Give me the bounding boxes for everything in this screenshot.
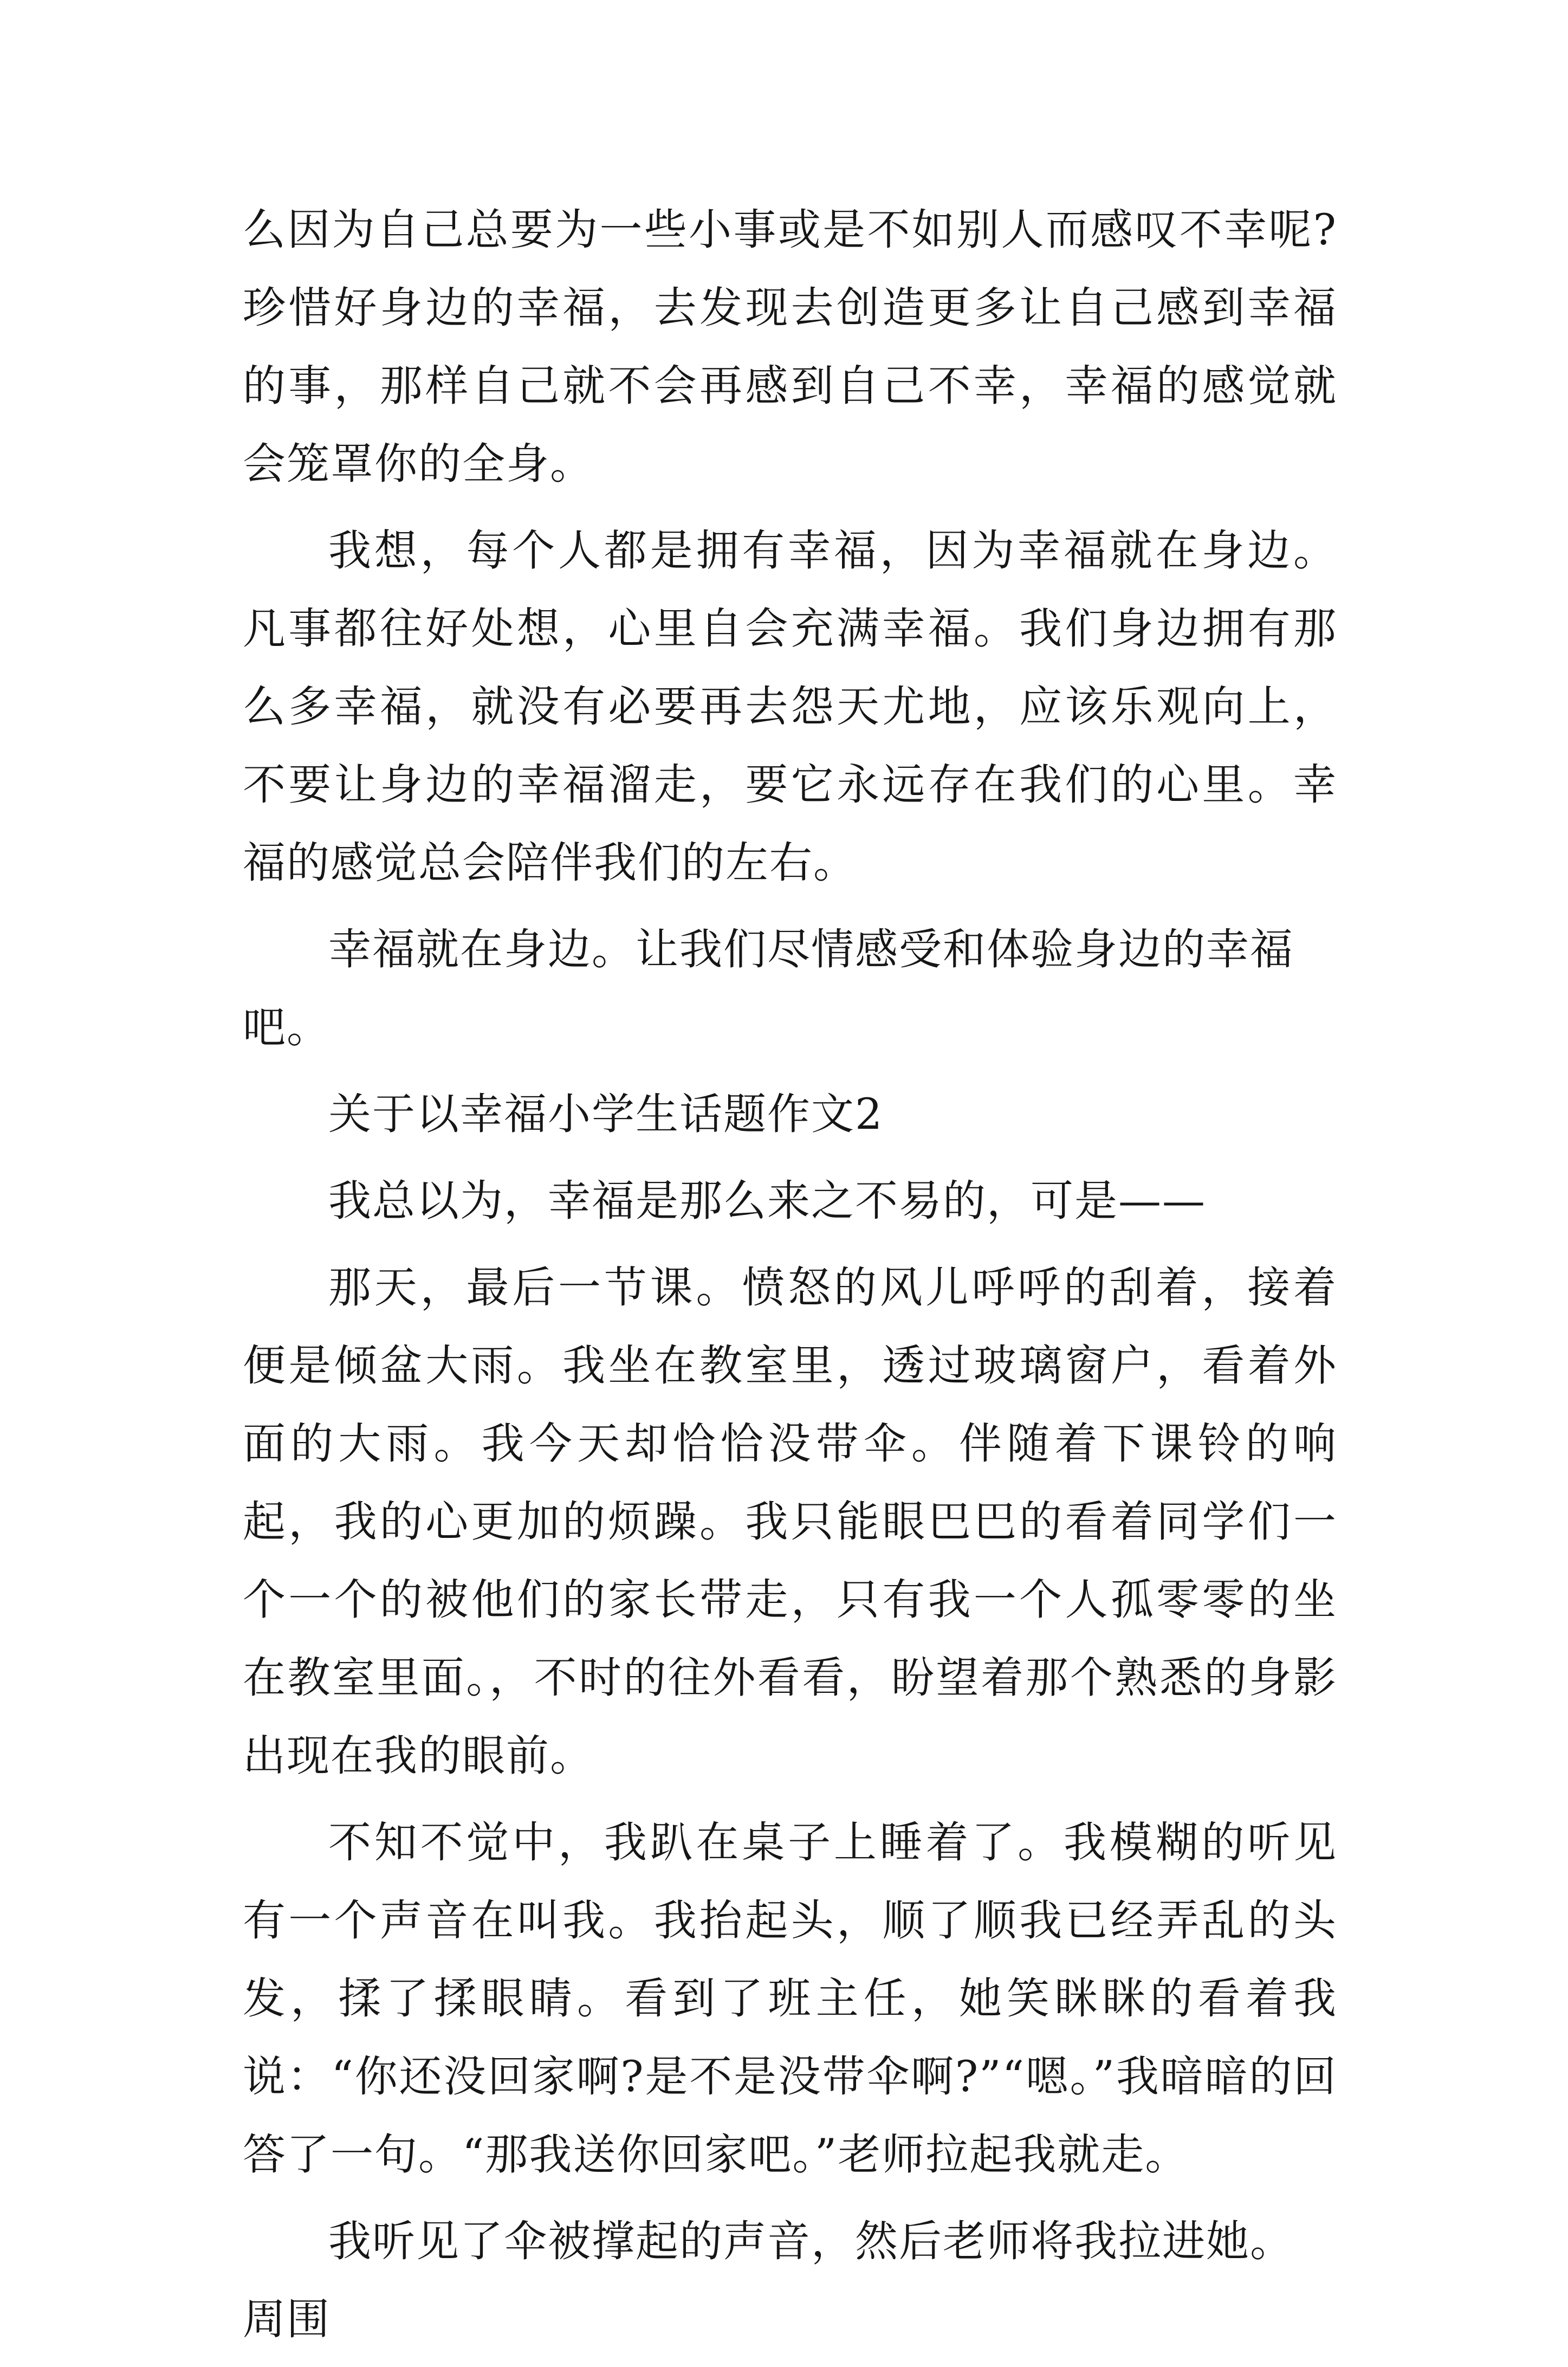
paragraph: 那天，最后一节课。愤怒的风儿呼呼的刮着，接着便是倾盆大雨。我坐在教室里，透过玻璃窗户，看着外面的大雨。我今天却恰恰没带伞。伴随着下课铃的响起，我的心更加的烦躁。我只能眼巴巴的看着同学们一个一个的被他们的家长带走，只有我一个人孤零零的坐在教室里面。，不时的往外看看，盼望着那个熟悉的身影出现在我的眼前。: [243, 1263, 1337, 1781]
paragraph: 我听见了伞被撑起的声音，然后老师将我拉进她。周围: [243, 2216, 1294, 2344]
paragraph: 我总以为，幸福是那么来之不易的，可是——: [328, 1176, 1206, 1226]
document-body: [243, 191, 1337, 2367]
paragraph: 我想，每个人都是拥有幸福，因为幸福就在身边。凡事都往好处想，心里自会充满幸福。我们身边拥有那么多幸福，就没有必要再去怨天尤地，应该乐观向上，不要让身边的幸福溜走，要它永远存在我们的心里。幸福的感觉总会陪伴我们的左右。: [243, 526, 1337, 888]
paragraph: 不知不觉中，我趴在桌子上睡着了。我模糊的听见有一个声音在叫我。我抬起头，顺了顺我已经弄乱的头发，揉了揉眼睛。看到了班主任，她笑眯眯的看着我说：“你还没回家啊?是不是没带伞啊?”“嗯。”我暗暗的回答了一句。“那我送你回家吧。”老师拉起我就走。: [243, 1818, 1337, 2180]
paragraph: 么因为自己总要为一些小事或是不如别人而感叹不幸呢?珍惜好身边的幸福，去发现去创造更多让自己感到幸福的事，那样自己就不会再感到自己不幸，幸福的感觉就会笼罩你的全身。: [243, 205, 1337, 489]
section-heading: 关于以幸福小学生话题作文2: [328, 1089, 884, 1139]
paragraph: 幸福就在身边。让我们尽情感受和体验身边的幸福吧。: [243, 924, 1294, 1052]
